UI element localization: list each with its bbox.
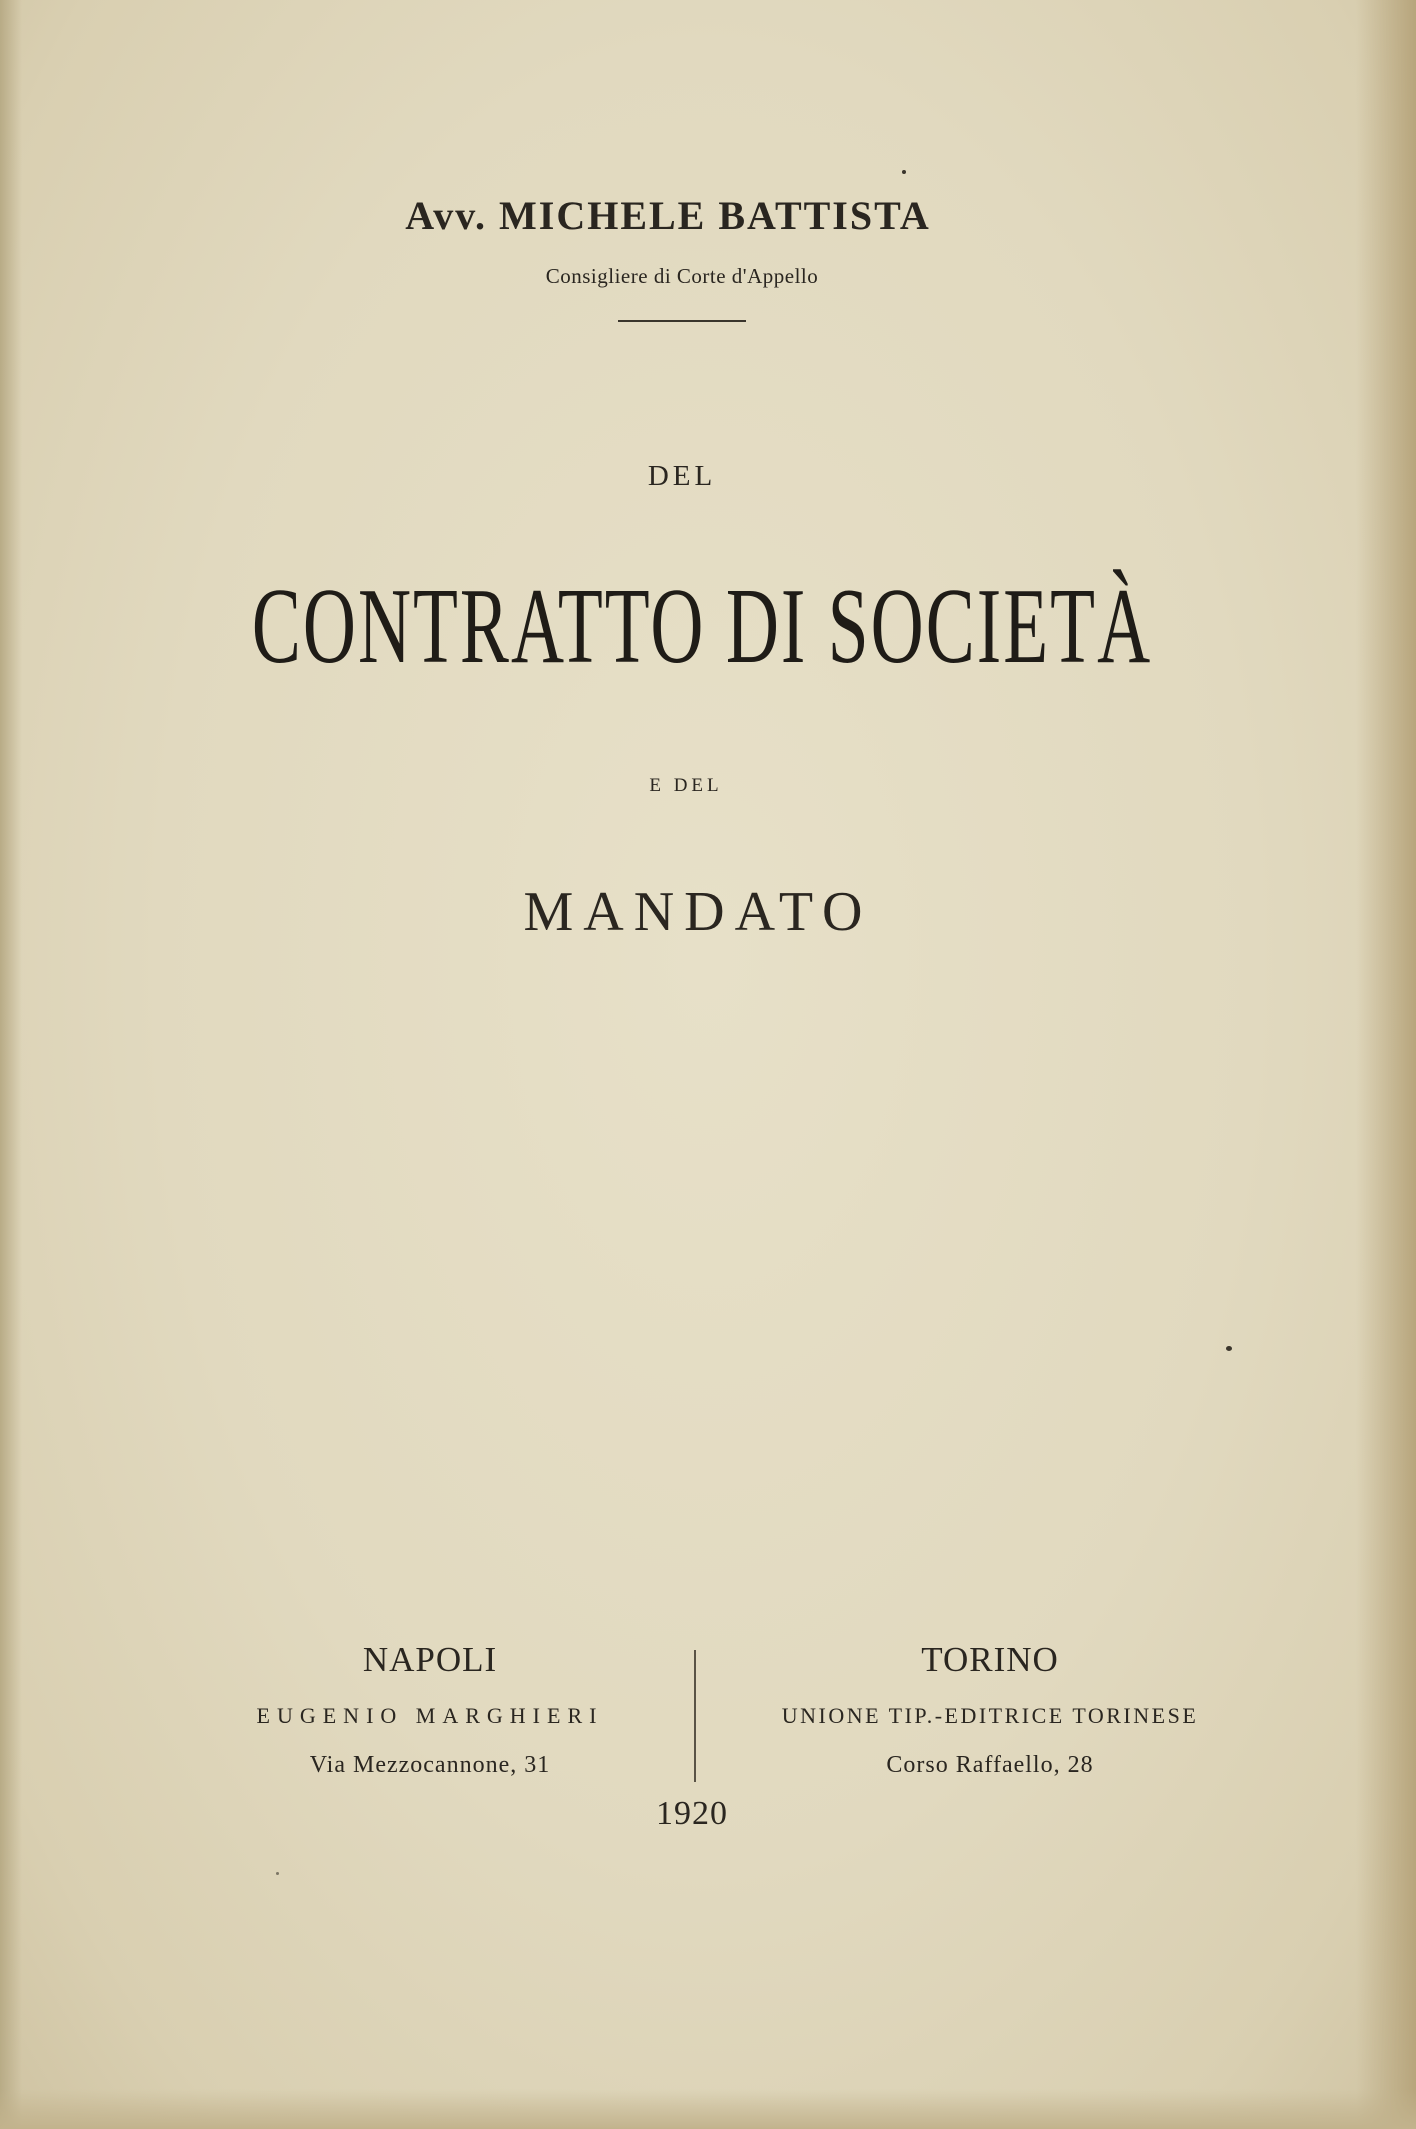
imprint-right-address: Corso Raffaello, 28 [886, 1752, 1094, 1778]
paper-speck [902, 170, 906, 174]
subtitle: MANDATO [523, 881, 873, 943]
paper-speck [1226, 1346, 1232, 1351]
imprint-right-publisher: UNIONE TIP.-EDITRICE TORINESE [781, 1703, 1199, 1728]
author-title: Consigliere di Corte d'Appello [545, 264, 819, 288]
title-rule [618, 320, 746, 322]
title-conjunction: E DEL [649, 775, 723, 796]
imprint-left-city: NAPOLI [362, 1640, 498, 1679]
imprint-right-city: TORINO [921, 1640, 1059, 1679]
main-title: CONTRATTO DI SOCIETÀ [251, 567, 1153, 686]
imprint-divider [694, 1650, 696, 1782]
publication-year: 1920 [656, 1795, 728, 1832]
imprint-left-publisher: EUGENIO MARGHIERI [256, 1703, 604, 1728]
paper-speck [276, 1872, 279, 1875]
imprint-left-address: Via Mezzocannone, 31 [309, 1752, 551, 1778]
page-edge-shadow-bottom [0, 2089, 1416, 2129]
author-name: Avv. MICHELE BATTISTA [405, 193, 931, 238]
title-prefix: DEL [647, 460, 717, 492]
